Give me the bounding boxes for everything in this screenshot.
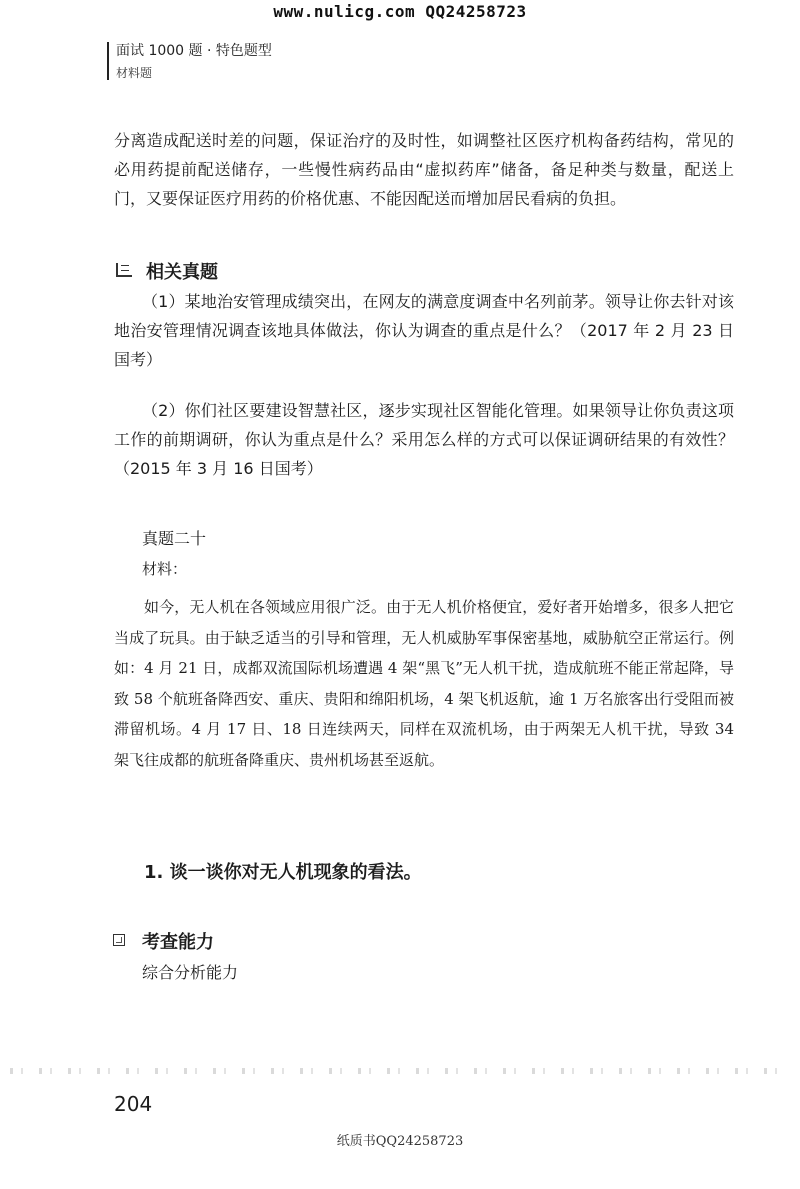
material-text: 如今，无人机在各领域应用很广泛。由于无人机价格便宜，爱好者开始增多，很多人把它当成了玩具。由于缺乏适当的引导和管理，无人机威胁军事保密基地，威胁航空正常运行。例如：4 月 21 日，成都双流国际机场遭遇 4 架“黑飞”无人机干扰，造成航班不能正常起降，导致 58 个航班备降西安、重庆、贵阳和绵阳机场，4 架飞机返航，逾 1 万名旅客出行受阻而被滞留机场。4 月 17 日、18 日连续两天，同样在双流机场，由于两架无人机干扰，导致 34 架飞往成都的航班备降重庆、贵州机场甚至返航。	[114, 598, 734, 769]
scan-noise-line	[10, 1068, 790, 1074]
zhenti-title: 真题二十	[142, 529, 207, 548]
watermark-bottom: 纸质书QQ24258723	[336, 1134, 464, 1149]
ability-heading: 考查能力	[142, 932, 214, 953]
running-header-title: 面试 1000 题 · 特色题型	[116, 43, 272, 59]
page-number: 204	[114, 1092, 153, 1116]
ability-text: 综合分析能力	[142, 963, 239, 982]
related-question-1: （1）某地治安管理成绩突出，在网友的满意度调查中名列前茅。领导让你去针对该地治安管理情况调查该地具体做法，你认为调查的重点是什么？（2017 年 2 月 23 日国考）	[114, 292, 734, 369]
running-header-subtitle: 材料题	[116, 66, 153, 80]
header-margin-line	[107, 42, 109, 80]
related-question-2: （2）你们社区要建设智慧社区，逐步实现社区智能化管理。如果领导让你负责这项工作的前期调研，你认为重点是什么？采用怎么样的方式可以保证调研结果的有效性？（2015 年 3 月 16 日国考）	[114, 401, 734, 478]
document-icon	[116, 263, 132, 277]
checkbox-icon	[113, 934, 125, 946]
material-label: 材料：	[142, 560, 188, 578]
related-questions-heading: 相关真题	[146, 262, 218, 283]
question-1: 1. 谈一谈你对无人机现象的看法。	[144, 862, 422, 883]
watermark-top: www.nulicg.com QQ24258723	[273, 2, 527, 21]
intro-paragraph: 分离造成配送时差的问题，保证治疗的及时性，如调整社区医疗机构备药结构，常见的必用药提前配送储存，一些慢性病药品由“虚拟药库”储备，备足种类与数量，配送上门，又要保证医疗用药的价格优惠、不能因配送而增加居民看病的负担。	[114, 131, 734, 208]
